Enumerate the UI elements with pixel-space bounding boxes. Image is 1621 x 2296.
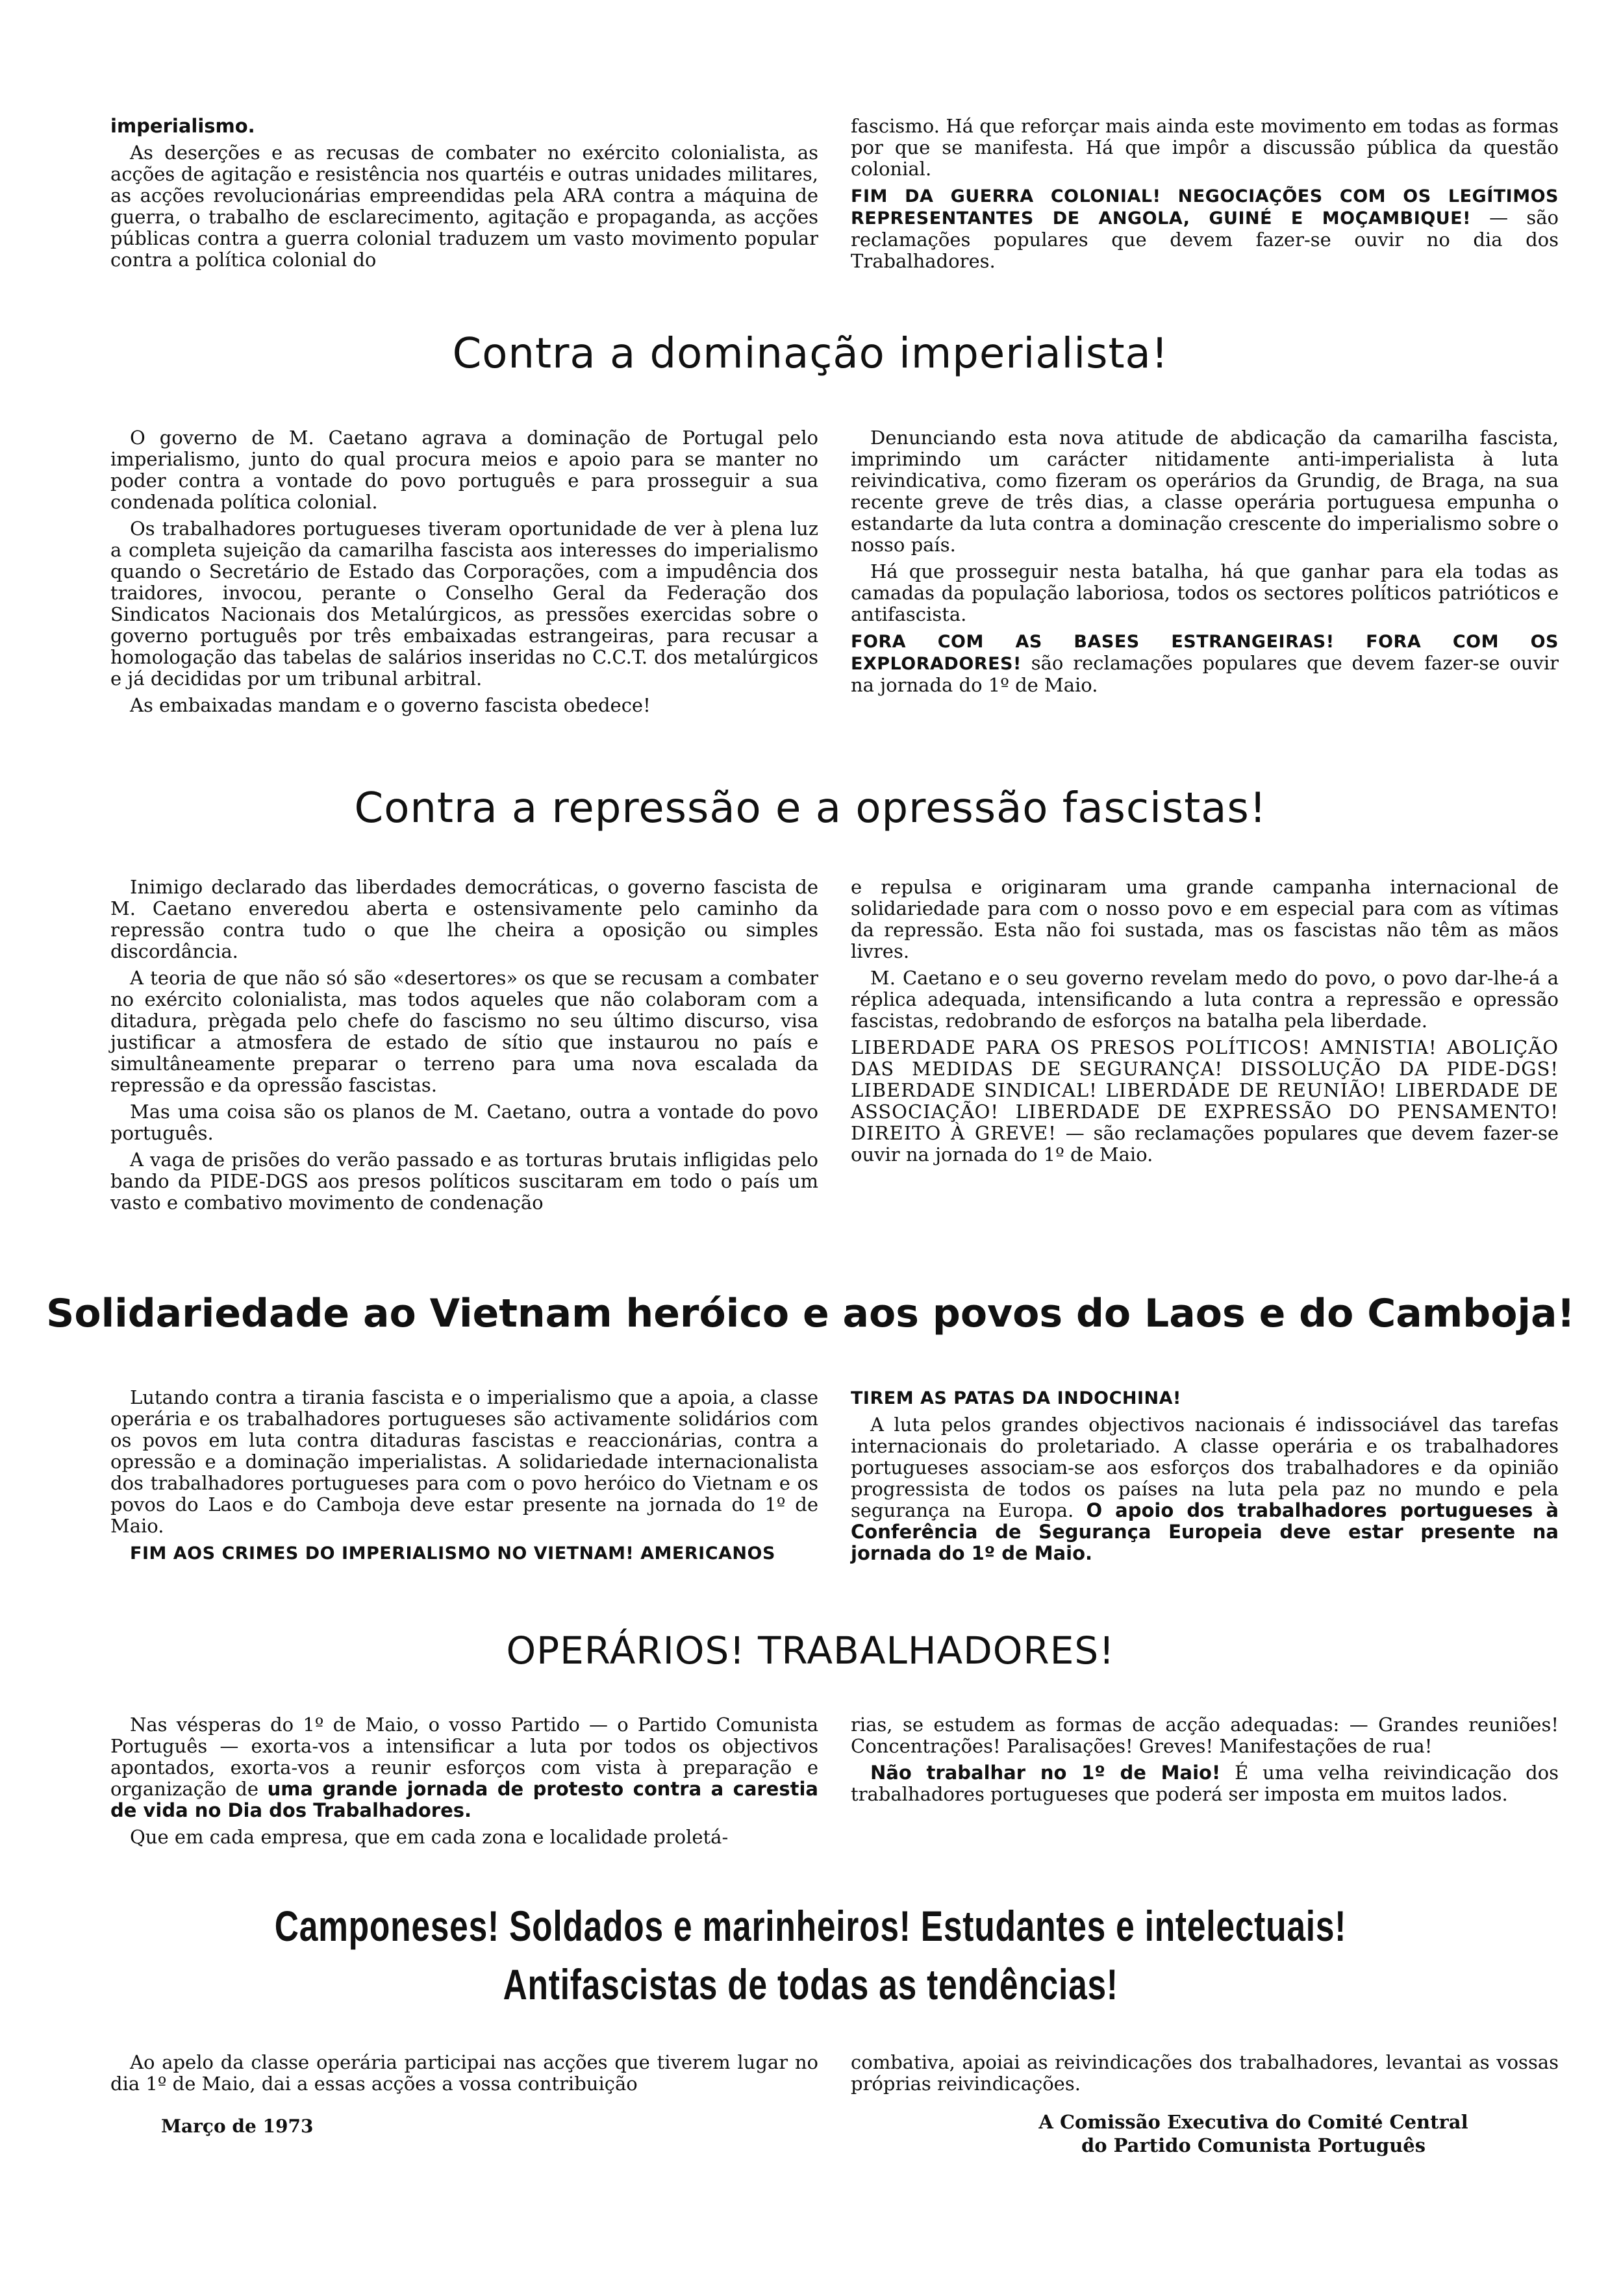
appeal-right-column xyxy=(851,2052,1559,2100)
imperialism-section xyxy=(110,427,1559,721)
text: Nas vésperas do 1º de Maio, o vosso Partido — o Partido Comunista Português — exorta-vos a intensificar a luta por todos os objectivos apontados, exorta-vos a reunir esforços com vista à preparação e organização de xyxy=(110,1714,818,1800)
paragraph: imperialismo. xyxy=(110,115,255,137)
imperialism-right-column xyxy=(851,427,1559,721)
paragraph: Que em cada empresa, que em cada zona e localidade proletá- xyxy=(130,1826,729,1848)
paragraph: As embaixadas mandam e o governo fascista obedece! xyxy=(130,694,651,716)
vietnam-left-column xyxy=(110,1387,818,1569)
text: É uma velha reivindicação dos trabalhadores portugueses que poderá ser imposta em muitos lados. xyxy=(851,1762,1559,1805)
signature-line: A Comissão Executiva do Comité Central xyxy=(1038,2111,1468,2133)
repression-right-column xyxy=(851,877,1559,1219)
paragraph xyxy=(110,1714,818,1821)
heading-vietnam: Solidariedade ao Vietnam heróico e aos povos do Laos e do Camboja! xyxy=(46,1291,1575,1336)
paragraph: Os trabalhadores portugueses tiveram oportunidade de ver à plena luz a completa sujeição da camarilha fascista aos interesses do imperialismo quando o Secretário de Estado das Corporações, com a impudência dos traidores, invocou, perante o Conselho Geral da Federação dos Sindicatos Nacionais dos Metalúrgicos, as pressões exercidas sobre o governo português por três embaixadas estrangeiras, para recusar a homologação das tabelas de salários inseridas no C.C.T. dos metalúrgicos e já decididas por um tribunal arbitral. xyxy=(110,518,818,690)
text: A luta pelos grandes objectivos nacionais é indissociável das tarefas internacionais do proletariado. A classe operária e os trabalhadores portugueses associam-se aos esforços dos trabalhadores e da opinião progressista de todos os países na luta pela paz no mundo e pela segurança na Europa. xyxy=(851,1414,1559,1521)
paragraph: rias, se estudem as formas de acção adequadas: — Grandes reuniões! Concentrações! Paralisações! Greves! Manifestações de rua! xyxy=(851,1714,1559,1757)
heading-appeal-line2 xyxy=(0,1960,1621,2009)
paragraph: Há que prosseguir nesta batalha, há que ganhar para ela todas as camadas da população laboriosa, todos os sectores políticos patrióticos e antifascista. xyxy=(851,560,1559,625)
paragraph: e repulsa e originaram uma grande campanha internacional de solidariedade para com o nosso povo e em especial para com as vítimas da repressão. Esta não foi sustada, mas os fascistas não têm as mãos livres. xyxy=(851,876,1559,962)
heading-repression: Contra a repressão e a opressão fascistas! xyxy=(354,784,1267,832)
slogan: FIM AOS CRIMES DO IMPERIALISMO NO VIETNAM! AMERICANOS xyxy=(130,1543,775,1564)
slogan-tail: são reclamações populares que devem fazer-se ouvir na jornada do 1º de Maio. xyxy=(851,652,1559,696)
heading-workers: OPERÁRIOS! TRABALHADORES! xyxy=(506,1628,1115,1673)
intro-right-column xyxy=(851,116,1559,277)
paragraph: A teoria de que não só são «desertores» os que se recusam a combater no exército colonialista, mas todos aqueles que não colaboram com a ditadura, prègada pelo chefe do fascismo no seu último discurso, visa justificar a atmosfera de estado de sítio que instaurou no país e simultâneamente preparar o terreno para uma nova escalada da repressão e da opressão fascistas. xyxy=(110,967,818,1096)
slogan: FORA COM AS BASES ESTRANGEIRAS! FORA COM OS EXPLORADORES! xyxy=(851,632,1559,674)
paragraph: M. Caetano e o seu governo revelam medo do povo, o povo dar-lhe-á a réplica adequada, intensificando a luta contra a repressão e opressão fascistas, redobrando de esforços na batalha pela liberdade. xyxy=(851,967,1559,1032)
appeal-heading-text: Antifascistas de todas as tendências! xyxy=(503,1960,1118,2008)
bold-text: uma grande jornada de protesto contra a carestia de vida no Dia dos Trabalhadores. xyxy=(110,1778,818,1821)
repression-section xyxy=(110,877,1559,1219)
paragraph: A vaga de prisões do verão passado e as torturas brutais infligidas pelo bando da PIDE-DGS aos presos políticos suscitaram em todo o país um vasto e combativo movimento de condenação xyxy=(110,1149,818,1214)
signature xyxy=(994,2110,1513,2157)
paragraph: combativa, apoiai as reivindicações dos trabalhadores, levantai as vossas próprias reivindicações. xyxy=(851,2051,1559,2095)
paragraph xyxy=(851,1414,1559,1564)
bold-text: Não trabalhar no 1º de Maio! xyxy=(870,1762,1221,1784)
workers-left-column xyxy=(110,1714,818,1853)
paragraph xyxy=(851,1387,1559,1409)
intro-left-column xyxy=(110,116,818,277)
date: Março de 1973 xyxy=(161,2115,314,2137)
imperialism-left-column xyxy=(110,427,818,721)
vietnam-right-column xyxy=(851,1387,1559,1569)
slogan: FIM DA GUERRA COLONIAL! NEGOCIAÇÕES COM OS LEGÍTIMOS REPRESENTANTES DE ANGOLA, GUINÉ E MOÇAMBIQUE! xyxy=(851,186,1559,229)
bold-text: O apoio dos trabalhadores portugueses à Conferência de Segurança Europeia deve estar presente na jornada do 1º de Maio. xyxy=(851,1499,1559,1564)
slogan-tail: — são reclamações populares que devem fazer-se ouvir no dia dos Trabalhadores. xyxy=(851,206,1559,272)
heading-appeal-line1 xyxy=(0,1901,1621,1951)
paragraph xyxy=(851,630,1559,696)
paragraph xyxy=(110,1542,818,1564)
slogan: TIREM AS PATAS DA INDOCHINA! xyxy=(851,1388,1181,1408)
paragraph: Mas uma coisa são os planos de M. Caetano, outra a vontade do povo português. xyxy=(110,1101,818,1144)
paragraph: Ao apelo da classe operária participai nas acções que tiverem lugar no dia 1º de Maio, dai a essas acções a vossa contribuição xyxy=(110,2051,818,2095)
intro-section xyxy=(110,116,1559,277)
paragraph: fascismo. Há que reforçar mais ainda este movimento em todas as formas por que se manifesta. Há que impôr a discussão pública da questão colonial. xyxy=(851,115,1559,180)
paragraph xyxy=(851,1037,1559,1166)
paragraph xyxy=(851,1762,1559,1805)
appeal-heading-text: Camponeses! Soldados e marinheiros! Estudantes e intelectuais! xyxy=(274,1902,1347,1950)
paragraph: As deserções e as recusas de combater no exército colonialista, as acções de agitação e resistência nos quartéis e outras unidades militares, as acções revolucionárias empreendidas pela ARA contra a máquina de guerra, o trabalho de esclarecimento, agitação e propaganda, as acções públicas contra a guerra colonial traduzem um vasto movimento popular contra a política colonial do xyxy=(110,142,818,271)
paragraph: Inimigo declarado das liberdades democráticas, o governo fascista de M. Caetano enveredou aberta e ostensivamente pelo caminho da repressão contra tudo o que lhe cheira a oposição ou simples discordância. xyxy=(110,876,818,962)
paragraph xyxy=(851,185,1559,272)
workers-right-column xyxy=(851,1714,1559,1853)
paragraph: Lutando contra a tirania fascista e o imperialismo que a apoia, a classe operária e os trabalhadores portugueses são activamente solidários com os povos em luta contra ditaduras fascistas e reaccionárias, contra a opressão e a dominação imperialistas. A solidariedade internacionalista dos trabalhadores portugueses para com o povo heróico do Vietnam e os povos do Laos e do Camboja deve estar presente na jornada do 1º de Maio. xyxy=(110,1386,818,1537)
paragraph: Denunciando esta nova atitude de abdicação da camarilha fascista, imprimindo um carácter nitidamente anti-imperialista à luta reivindicativa, como fizeram os operários da Grundig, de Braga, na sua recente greve de três dias, a classe operária portuguesa empunha o estandarte da luta contra a dominação crescente do imperialismo sobre o nosso país. xyxy=(851,427,1559,556)
repression-left-column xyxy=(110,877,818,1219)
workers-section xyxy=(110,1714,1559,1853)
appeal-left-column xyxy=(110,2052,818,2100)
slogan: LIBERDADE PARA OS PRESOS POLÍTICOS! AMNISTIA! ABOLIÇÃO DAS MEDIDAS DE SEGURANÇA! DISSOLUÇÃO DA PIDE-DGS! LIBERDADE SINDICAL! LIBERDADE DE REUNIÃO! LIBERDADE DE ASSOCIAÇÃO! LIBERDADE DE EXPRESSÃO DO PENSAMENTO! DIREITO À GREVE! xyxy=(851,1036,1559,1144)
appeal-section xyxy=(110,2052,1559,2100)
vietnam-section xyxy=(110,1387,1559,1569)
slogan-tail: — são reclamações populares que devem fazer-se ouvir na jornada do 1º de Maio. xyxy=(851,1122,1559,1166)
signature-line: do Partido Comunista Português xyxy=(1081,2134,1426,2156)
heading-imperialism: Contra a dominação imperialista! xyxy=(452,330,1169,378)
paragraph: O governo de M. Caetano agrava a dominação de Portugal pelo imperialismo, junto do qual procura meios e apoio para se manter no poder contra a vontade do povo português e para prosseguir a sua condenada política colonial. xyxy=(110,427,818,513)
